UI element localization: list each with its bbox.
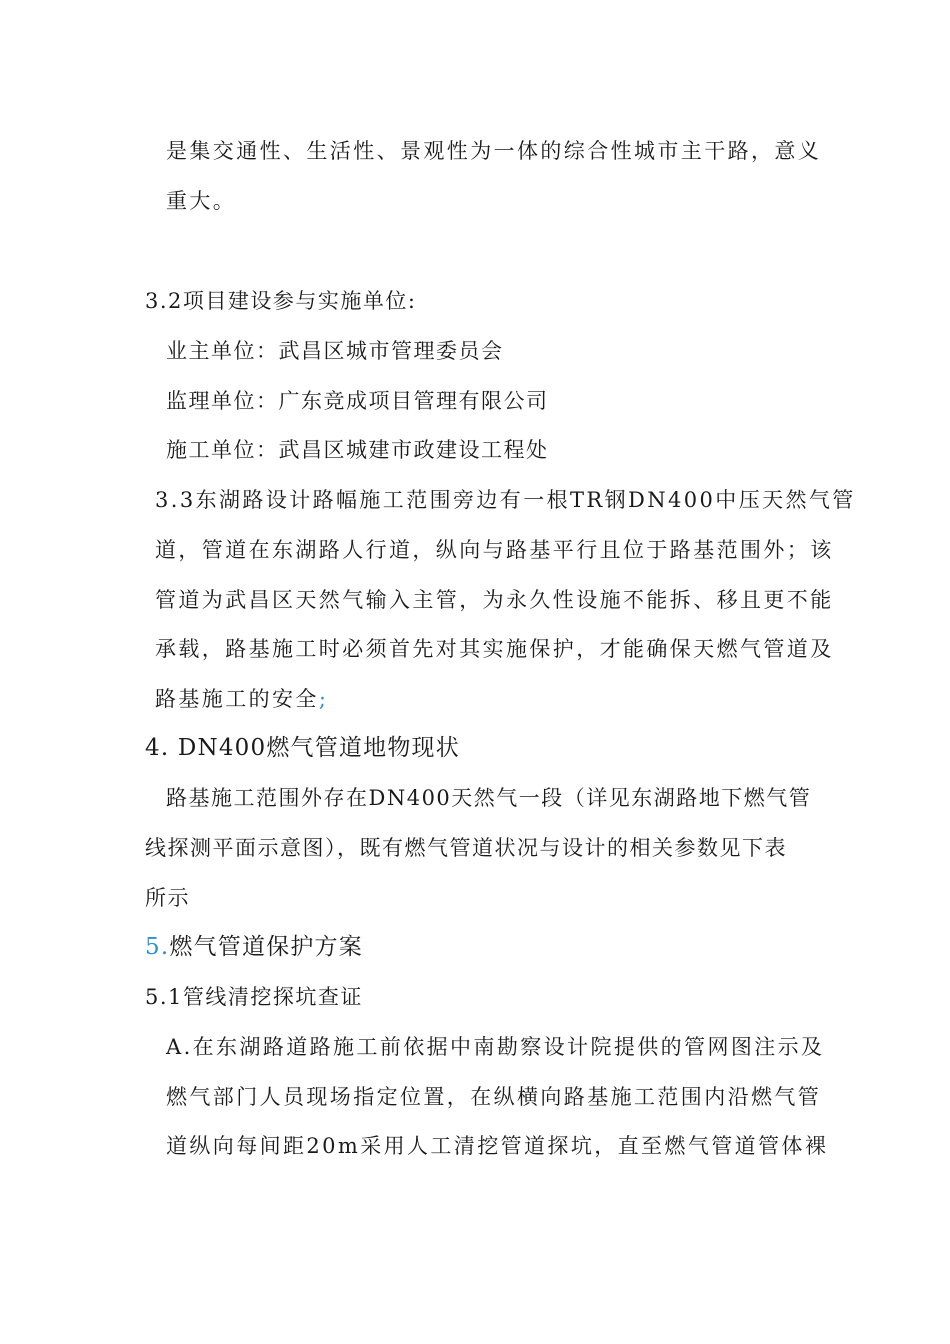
section-5-1-line-2: 燃气部门人员现场指定位置，在纵横向路基施工范围内沿燃气管 bbox=[166, 1085, 822, 1109]
section-4-heading: 4. DN400燃气管道地物现状 bbox=[145, 735, 460, 761]
section-5-1-line-3: 道纵向每间距20m采用人工清挖管道探坑，直至燃气管道管体裸 bbox=[166, 1134, 829, 1158]
owner-unit: 业主单位：武昌区城市管理委员会 bbox=[166, 339, 504, 363]
supervisor-unit: 监理单位：广东竞成项目管理有限公司 bbox=[166, 389, 549, 413]
section-5-title: 燃气管道保护方案 bbox=[169, 934, 363, 960]
section-3-3-last-punct: ; bbox=[318, 687, 329, 711]
section-4-line-1: 路基施工范围外存在DN400天然气一段（详见东湖路地下燃气管 bbox=[166, 786, 812, 810]
section-4-line-2: 线探测平面示意图），既有燃气管道状况与设计的相关参数见下表 bbox=[145, 836, 787, 860]
intro-line-2: 重大。 bbox=[166, 189, 237, 213]
section-3-2-heading: 3.2项目建设参与实施单位: bbox=[145, 289, 417, 313]
section-4-line-3: 所示 bbox=[145, 886, 190, 910]
section-3-3-line-5 bbox=[155, 684, 328, 714]
section-5-heading bbox=[145, 932, 363, 962]
section-3-3-line-3: 管道为武昌区天然气输入主管，为永久性设施不能拆、移且更不能 bbox=[155, 588, 834, 612]
section-3-3-line-2: 道，管道在东湖路人行道，纵向与路基平行且位于路基范围外；该 bbox=[155, 538, 834, 562]
section-5-1-heading: 5.1管线清挖探坑查证 bbox=[145, 985, 363, 1009]
section-3-3-line-4: 承载，路基施工时必须首先对其实施保护，才能确保天燃气管道及 bbox=[155, 637, 834, 661]
contractor-unit: 施工单位：武昌区城建市政建设工程处 bbox=[166, 438, 549, 462]
section-3-3-last-text: 路基施工的安全 bbox=[155, 687, 319, 711]
intro-line-1: 是集交通性、生活性、景观性为一体的综合性城市主干路，意义 bbox=[166, 139, 822, 163]
section-5-number: 5. bbox=[145, 934, 170, 960]
section-5-1-line-1: A.在东湖路道路施工前依据中南勘察设计院提供的管网图注示及 bbox=[166, 1035, 825, 1059]
section-3-3-line-1: 3.3东湖路设计路幅施工范围旁边有一根TR钢DN400中压天然气管 bbox=[155, 488, 856, 512]
